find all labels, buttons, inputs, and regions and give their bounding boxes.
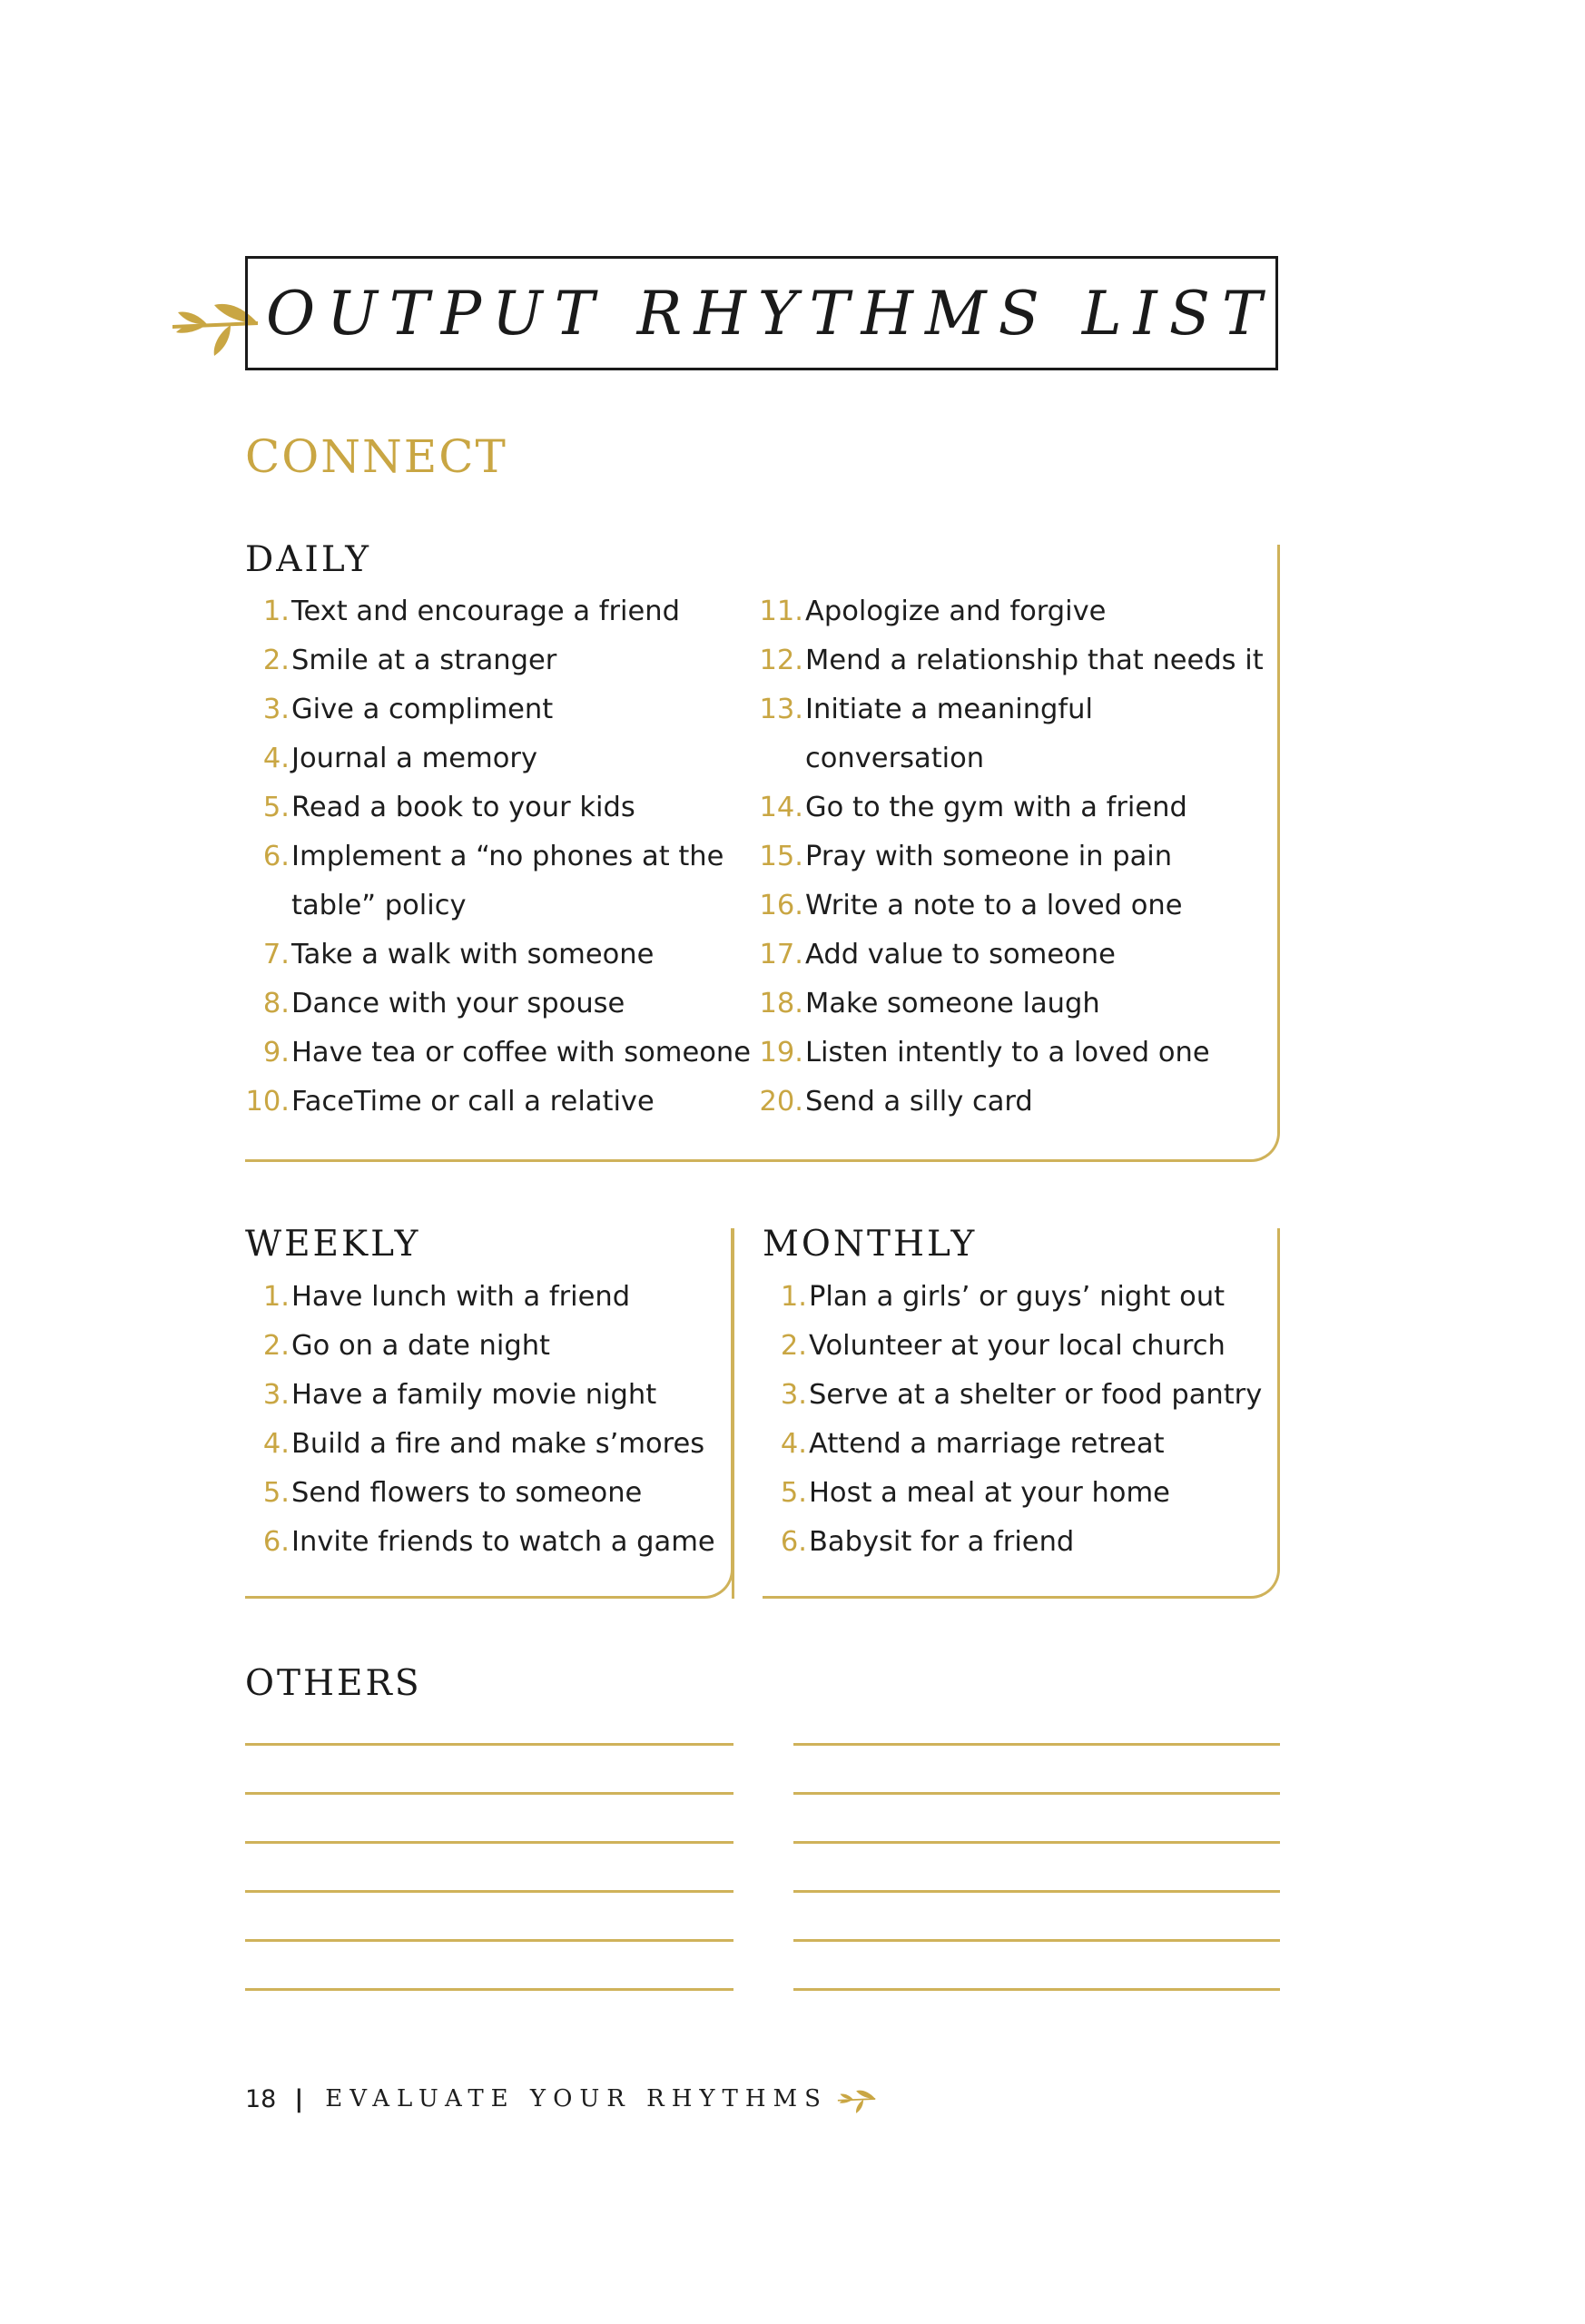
list-item	[245, 1469, 726, 1518]
write-in-line[interactable]	[793, 1841, 1280, 1844]
list-item	[755, 832, 1277, 881]
item-text: Build a fire and make s’mores	[291, 1428, 705, 1460]
item-text: Send a silly card	[805, 1086, 1033, 1118]
item-number: 20.	[759, 1086, 803, 1118]
list-item	[245, 587, 753, 636]
item-text: Listen intently to a loved one	[805, 1037, 1210, 1068]
item-number: 2.	[262, 1330, 290, 1362]
list-item	[245, 783, 753, 832]
item-text: Pray with someone in pain	[805, 841, 1173, 872]
footer-separator: |	[294, 2084, 304, 2113]
item-number: 11.	[759, 596, 803, 627]
item-number: 5.	[780, 1477, 807, 1509]
list-item	[245, 734, 753, 783]
write-in-line[interactable]	[245, 1988, 733, 1991]
item-number: 2.	[262, 645, 290, 676]
list-item	[763, 1322, 1271, 1371]
item-number: 3.	[262, 694, 290, 725]
list-item	[755, 636, 1277, 685]
item-text: Implement a “no phones at the table” policy	[291, 841, 724, 921]
others-lines-right	[793, 1743, 1280, 1997]
item-text: Take a walk with someone	[291, 939, 655, 970]
item-text: Serve at a shelter or food pantry	[809, 1379, 1263, 1411]
item-number: 16.	[759, 890, 803, 921]
item-number: 4.	[262, 1428, 290, 1460]
item-text: Give a compliment	[291, 694, 554, 725]
list-item	[755, 1029, 1277, 1078]
footer-section-title: EVALUATE YOUR RHYTHMS	[325, 2085, 828, 2112]
item-number: 2.	[780, 1330, 807, 1362]
weekly-divider	[732, 1228, 734, 1599]
list-item	[245, 685, 753, 734]
list-item	[763, 1371, 1271, 1420]
list-item	[755, 931, 1277, 980]
item-number: 13.	[759, 694, 803, 725]
item-number: 9.	[262, 1037, 290, 1068]
item-number: 7.	[262, 939, 290, 970]
list-item	[245, 1371, 726, 1420]
item-text: Smile at a stranger	[291, 645, 557, 676]
item-text: Mend a relationship that needs it	[805, 645, 1264, 676]
item-text: Babysit for a friend	[809, 1526, 1075, 1558]
list-item	[755, 881, 1277, 931]
list-item	[755, 1078, 1277, 1127]
daily-heading: DAILY	[245, 539, 371, 580]
item-text: Go on a date night	[291, 1330, 550, 1362]
item-number: 8.	[262, 988, 290, 1019]
item-text: Have a family movie night	[291, 1379, 657, 1411]
item-text: Add value to someone	[805, 939, 1116, 970]
list-item	[245, 1420, 726, 1469]
list-item	[245, 1273, 726, 1322]
weekly-list	[245, 1273, 726, 1567]
write-in-line[interactable]	[793, 1939, 1280, 1942]
item-number: 6.	[262, 841, 290, 872]
write-in-line[interactable]	[793, 1743, 1280, 1746]
item-number: 6.	[780, 1526, 807, 1558]
write-in-line[interactable]	[793, 1890, 1280, 1893]
list-item	[245, 832, 753, 931]
write-in-line[interactable]	[245, 1939, 733, 1942]
list-item	[763, 1273, 1271, 1322]
list-item	[245, 636, 753, 685]
item-text: FaceTime or call a relative	[291, 1086, 655, 1118]
item-number: 3.	[780, 1379, 807, 1411]
item-text: Host a meal at your home	[809, 1477, 1170, 1509]
item-number: 19.	[759, 1037, 803, 1068]
item-number: 6.	[262, 1526, 290, 1558]
item-text: Dance with your spouse	[291, 988, 625, 1019]
others-lines-left	[245, 1743, 733, 1997]
list-item	[245, 931, 753, 980]
item-number: 1.	[262, 1281, 290, 1313]
item-text: Text and encourage a friend	[291, 596, 680, 627]
section-heading-connect: CONNECT	[245, 430, 507, 483]
item-number: 1.	[780, 1281, 807, 1313]
item-text: Initiate a meaningful conversation	[805, 694, 1093, 774]
list-item	[755, 783, 1277, 832]
item-number: 15.	[759, 841, 803, 872]
write-in-line[interactable]	[245, 1890, 733, 1893]
monthly-heading: MONTHLY	[763, 1224, 978, 1265]
list-item	[763, 1518, 1271, 1567]
list-item	[755, 980, 1277, 1029]
item-number: 12.	[759, 645, 803, 676]
item-text: Go to the gym with a friend	[805, 792, 1187, 823]
write-in-line[interactable]	[245, 1841, 733, 1844]
page-title: OUTPUT RHYTHMS LIST	[266, 279, 1274, 349]
item-text: Invite friends to watch a game	[291, 1526, 715, 1558]
item-number: 5.	[262, 792, 290, 823]
item-number: 18.	[759, 988, 803, 1019]
title-frame	[245, 256, 1278, 370]
list-item	[245, 1029, 753, 1078]
list-item	[763, 1420, 1271, 1469]
item-text: Have lunch with a friend	[291, 1281, 631, 1313]
write-in-line[interactable]	[245, 1743, 733, 1746]
daily-list-col1	[245, 587, 753, 1127]
item-number: 5.	[262, 1477, 290, 1509]
list-item	[245, 1518, 726, 1567]
item-text: Volunteer at your local church	[809, 1330, 1226, 1362]
item-text: Attend a marriage retreat	[809, 1428, 1165, 1460]
item-text: Apologize and forgive	[805, 596, 1107, 627]
item-text: Read a book to your kids	[291, 792, 635, 823]
item-number: 4.	[262, 743, 290, 774]
leaf-sprig-icon	[837, 2083, 877, 2114]
weekly-heading: WEEKLY	[245, 1224, 421, 1265]
monthly-list	[763, 1273, 1271, 1567]
item-text: Have tea or coffee with someone	[291, 1037, 751, 1068]
item-text: Journal a memory	[291, 743, 538, 774]
list-item	[763, 1469, 1271, 1518]
write-in-line[interactable]	[793, 1792, 1280, 1795]
item-number: 1.	[262, 596, 290, 627]
item-text: Plan a girls’ or guys’ night out	[809, 1281, 1226, 1313]
write-in-line[interactable]	[245, 1792, 733, 1795]
list-item	[245, 1322, 726, 1371]
item-text: Write a note to a loved one	[805, 890, 1183, 921]
item-number: 3.	[262, 1379, 290, 1411]
item-text: Make someone laugh	[805, 988, 1100, 1019]
item-text: Send flowers to someone	[291, 1477, 643, 1509]
page-number: 18	[245, 2084, 277, 2113]
list-item	[755, 685, 1277, 783]
others-heading: OTHERS	[245, 1663, 422, 1704]
daily-list-col2	[755, 587, 1277, 1127]
item-number: 4.	[780, 1428, 807, 1460]
write-in-line[interactable]	[793, 1988, 1280, 1991]
list-item	[245, 1078, 753, 1127]
item-number: 10.	[245, 1086, 290, 1118]
list-item	[245, 980, 753, 1029]
list-item	[755, 587, 1277, 636]
item-number: 14.	[759, 792, 803, 823]
item-number: 17.	[759, 939, 803, 970]
page-footer	[245, 2083, 877, 2114]
